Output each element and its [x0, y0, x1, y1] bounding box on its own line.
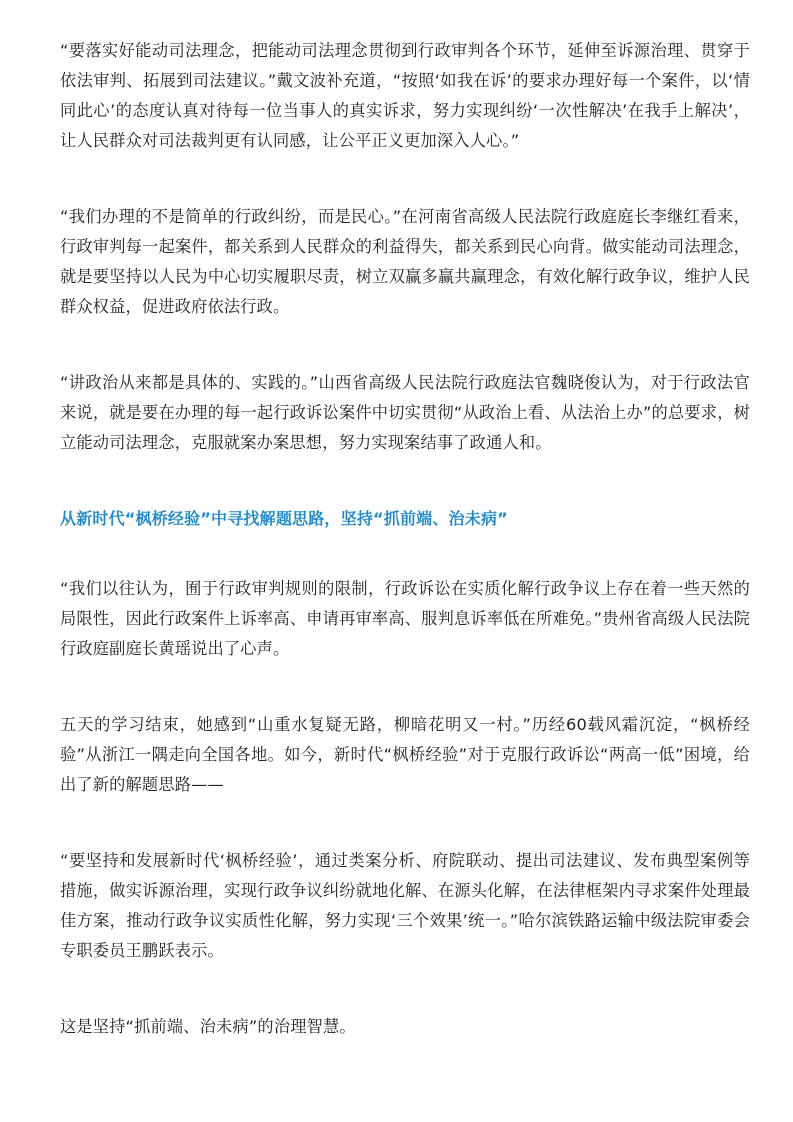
paragraph-gap [60, 322, 750, 368]
paragraph-gap [60, 534, 750, 574]
paragraph-gap [60, 458, 750, 504]
paragraph-2: “我们办理的不是简单的行政纠纷，而是民心。”在河南省高级人民法院行政庭庭长李继红看来，行政审判每一起案件，都关系到人民群众的利益得失，都关系到民心向背。做实能动司法理念，就是要坚持以人民为中心切实履职尽责，树立双赢多赢共赢理念，有效化解行政争议，维护人民群众权益，促进政府依法行政。 [60, 207, 750, 316]
paragraph-6: “要坚持和发展新时代‘枫桥经验’，通过类案分析、府院联动、提出司法建议、发布典型案例等措施，做实诉源治理，实现行政争议纠纷就地化解、在源头化解，在法律框架内寻求案件处理最佳方案，推动行政争议实质性化解，努力实现‘三个效果’统一。”哈尔滨铁路运输中级法院审委会专职委员王鹏跃表示。 [60, 851, 750, 960]
paragraph-gap [60, 966, 750, 1012]
article-body [60, 36, 750, 1042]
paragraph-4: “我们以往认为，囿于行政审判规则的限制，行政诉讼在实质化解行政争议上存在着一些天然的局限性，因此行政案件上诉率高、申请再审率高、服判息诉率低在所难免。”贵州省高级人民法院行政庭副庭长黄瑶说出了心声。 [60, 579, 750, 658]
paragraph-5: 五天的学习结束，她感到“山重水复疑无路，柳暗花明又一村。”历经60载风霜沉淀，“枫桥经验”从浙江一隅走向全国各地。如今，新时代“枫桥经验”对于克服行政诉讼“两高一低”困境，给出了新的解题思路—— [60, 715, 750, 794]
paragraph-gap [60, 800, 750, 846]
paragraph-1: “要落实好能动司法理念，把能动司法理念贯彻到行政审判各个环节，延伸至诉源治理、贯穿于依法审判、拓展到司法建议。”戴文波补充道，“按照‘如我在诉’的要求办理好每一个案件，以‘情同此心’的态度认真对待每一位当事人的真实诉求，努力实现纠纷‘一次性解决’在我手上解决’，让人民群众对司法裁判更有认同感，让公平正义更加深入人心。” [60, 41, 750, 150]
paragraph-7: 这是坚持“抓前端、治未病”的治理智慧。 [60, 1017, 356, 1036]
paragraph-3: “讲政治从来都是具体的、实践的。”山西省高级人民法院行政庭法官魏晓俊认为，对于行政法官来说，就是要在办理的每一起行政诉讼案件中切实贯彻“从政治上看、从法治上办”的总要求，树立能动司法理念，克服就案办案思想，努力实现案结事了政通人和。 [60, 373, 750, 452]
section-heading: 从新时代“枫桥经验”中寻找解题思路，坚持“抓前端、治未病” [60, 509, 508, 528]
paragraph-gap [60, 156, 750, 202]
paragraph-gap [60, 664, 750, 710]
